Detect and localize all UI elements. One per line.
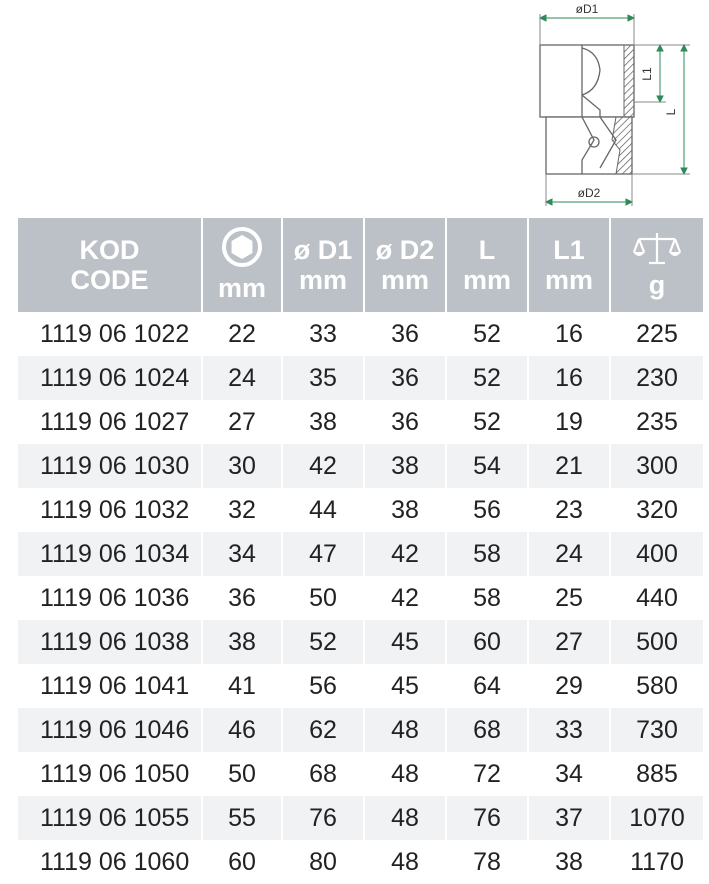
cell-l: 60 [447, 620, 529, 664]
cell-code: 1119 06 1055 [18, 796, 203, 840]
cell-d1: 44 [283, 488, 365, 532]
cell-l: 78 [447, 840, 529, 884]
cell-l1: 16 [529, 312, 611, 356]
header-d2-line1: ø D2 [375, 235, 435, 265]
section-hatch [624, 45, 634, 117]
cell-hex: 55 [203, 796, 283, 840]
cell-code: 1119 06 1024 [18, 356, 203, 400]
cell-code: 1119 06 1046 [18, 708, 203, 752]
table-row [18, 444, 703, 488]
cell-d2: 48 [365, 708, 447, 752]
cell-l1: 29 [529, 664, 611, 708]
header-code-line1: KOD [79, 235, 140, 265]
cell-l1: 27 [529, 620, 611, 664]
header-hex-unit: mm [217, 273, 266, 303]
cell-d2: 45 [365, 620, 447, 664]
cell-d2: 45 [365, 664, 447, 708]
cell-d2: 48 [365, 840, 447, 884]
table-row [18, 312, 703, 356]
cell-weight: 225 [636, 319, 678, 348]
header-l-unit: mm [462, 265, 511, 295]
cell-l: 54 [447, 444, 529, 488]
header-l-line1: L [478, 235, 496, 265]
cell-l: 58 [447, 532, 529, 576]
table-row [18, 752, 703, 796]
cell-hex: 41 [203, 664, 283, 708]
cell-l1: 25 [529, 576, 611, 620]
label-l: L [664, 108, 678, 116]
table-row [18, 356, 703, 400]
cell-d1: 62 [283, 708, 365, 752]
header-code [18, 218, 203, 312]
cell-d2: 48 [365, 752, 447, 796]
cell-hex: 38 [203, 620, 283, 664]
cell-d1: 52 [283, 620, 365, 664]
cell-l1: 24 [529, 532, 611, 576]
table-row [18, 840, 703, 884]
table-row [18, 532, 703, 576]
cell-hex: 27 [203, 400, 283, 444]
cell-d1: 47 [283, 532, 365, 576]
cell-d1: 33 [283, 312, 365, 356]
cell-d1: 50 [283, 576, 365, 620]
cell-l: 52 [447, 356, 529, 400]
header-l1-unit: mm [544, 265, 593, 295]
cell-d2: 48 [365, 796, 447, 840]
cell-d2: 42 [365, 576, 447, 620]
socket-spec-table [18, 218, 703, 884]
cell-l1: 19 [529, 400, 611, 444]
cell-d2: 38 [365, 444, 447, 488]
cell-d1: 35 [283, 356, 365, 400]
cell-weight: 1170 [630, 847, 684, 876]
table-row [18, 576, 703, 620]
cell-hex: 24 [203, 356, 283, 400]
label-d2: øD2 [577, 186, 601, 200]
header-code-line2: CODE [70, 265, 149, 295]
cell-hex: 30 [203, 444, 283, 488]
table-row [18, 708, 703, 752]
cell-d1: 42 [283, 444, 365, 488]
socket-dimension-drawing [520, 0, 709, 212]
cell-l1: 16 [529, 356, 611, 400]
cell-weight: 235 [636, 407, 678, 436]
cell-hex: 32 [203, 488, 283, 532]
header-d1-unit: mm [298, 265, 347, 295]
cell-d1: 76 [283, 796, 365, 840]
cell-l1: 38 [529, 840, 611, 884]
cell-weight: 885 [636, 759, 678, 788]
header-d2-unit: mm [380, 265, 429, 295]
cell-code: 1119 06 1038 [18, 620, 203, 664]
cell-l1: 34 [529, 752, 611, 796]
cell-code: 1119 06 1050 [18, 752, 203, 796]
cell-d2: 42 [365, 532, 447, 576]
cell-l1: 23 [529, 488, 611, 532]
label-l1: L1 [640, 67, 654, 81]
cell-d1: 56 [283, 664, 365, 708]
cell-weight: 1070 [611, 796, 703, 840]
cell-weight: 300 [611, 444, 703, 488]
hexagon-icon [222, 227, 262, 267]
cell-l1: 21 [529, 444, 611, 488]
table-row [18, 488, 703, 532]
cell-l: 64 [447, 664, 529, 708]
cell-weight: 500 [611, 620, 703, 664]
table-row [18, 664, 703, 708]
cell-l: 72 [447, 752, 529, 796]
cell-weight: 730 [611, 708, 703, 752]
cell-weight: 320 [636, 495, 678, 524]
cell-d1: 80 [283, 840, 365, 884]
cell-d1: 38 [283, 400, 365, 444]
label-d1: øD1 [575, 2, 599, 16]
cell-code: 1119 06 1060 [18, 840, 203, 884]
cell-d2: 36 [365, 356, 447, 400]
cell-weight: 580 [636, 671, 678, 700]
cell-l: 58 [447, 576, 529, 620]
cell-l1: 33 [529, 708, 611, 752]
cell-weight: 230 [611, 356, 703, 400]
cell-hex: 22 [203, 312, 283, 356]
cell-d2: 38 [365, 488, 447, 532]
cell-hex: 50 [203, 752, 283, 796]
header-weight [611, 218, 703, 312]
cell-l: 68 [447, 708, 529, 752]
header-l1-line1: L1 [553, 235, 585, 265]
cell-code: 1119 06 1032 [18, 488, 203, 532]
cell-code: 1119 06 1022 [18, 312, 203, 356]
header-d2 [365, 218, 447, 312]
cell-code: 1119 06 1034 [18, 532, 203, 576]
cell-code: 1119 06 1030 [18, 444, 203, 488]
table-row [18, 400, 703, 444]
header-hex-size [203, 218, 283, 312]
cell-l: 52 [447, 312, 529, 356]
cell-code: 1119 06 1027 [18, 400, 203, 444]
cell-hex: 46 [203, 708, 283, 752]
cell-d1: 68 [283, 752, 365, 796]
cell-l: 52 [447, 400, 529, 444]
cell-l: 56 [447, 488, 529, 532]
header-d1-line1: ø D1 [293, 235, 353, 265]
header-l1 [529, 218, 611, 312]
cell-l1: 37 [529, 796, 611, 840]
table-header [18, 218, 703, 312]
cell-code: 1119 06 1036 [18, 576, 203, 620]
cell-weight: 440 [636, 583, 678, 612]
cell-d2: 36 [365, 312, 447, 356]
scale-icon [633, 230, 681, 266]
cell-hex: 34 [203, 532, 283, 576]
cell-hex: 36 [203, 576, 283, 620]
header-weight-unit: g [648, 270, 666, 300]
header-d1 [283, 218, 365, 312]
table-row [18, 620, 703, 664]
cell-code: 1119 06 1041 [18, 664, 203, 708]
table-body [18, 312, 703, 884]
cell-hex: 60 [203, 840, 283, 884]
cell-l: 76 [447, 796, 529, 840]
cell-d2: 36 [365, 400, 447, 444]
header-l [447, 218, 529, 312]
table-row [18, 796, 703, 840]
cell-weight: 400 [611, 532, 703, 576]
